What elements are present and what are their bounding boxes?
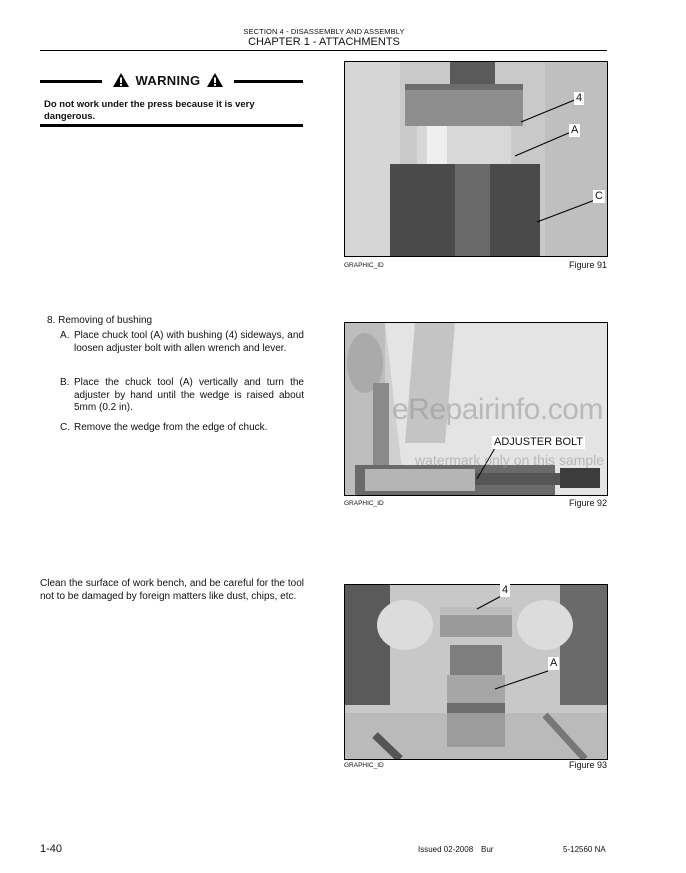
warning-text: Do not work under the press because it is very dangerous. (44, 99, 255, 122)
language-code: Bur (481, 845, 494, 854)
figure-91-photo (344, 61, 608, 257)
watermark-sub: watermark only on this sample (415, 452, 605, 468)
warning-label: WARNING (135, 72, 201, 88)
clean-note: Clean the surface of work bench, and be careful for the tool not to be damaged by foreign matters like dust, chips, etc. (40, 578, 304, 602)
chapter-header: CHAPTER 1 - ATTACHMENTS (248, 36, 400, 48)
watermark-main: eRepairinfo.com (392, 393, 603, 426)
figure-93-photo (344, 584, 608, 760)
callout-a: A (550, 657, 558, 669)
warning-rule-bottom (40, 124, 303, 127)
callout-c: C (595, 190, 603, 202)
graphic-id: GRAPHIC_ID (344, 500, 384, 507)
callout-a: A (571, 124, 579, 136)
page-number: 1-40 (40, 843, 63, 855)
step-heading: 8. Removing of bushing (47, 315, 153, 326)
step-letter: C. (60, 422, 70, 433)
warning-triangle-icon (112, 72, 130, 88)
figure-caption: Figure 91 (568, 260, 607, 270)
step-b-text: Place the chuck tool (A) vertically and turn the adjuster by hand until the wedge is raised about 5mm (0.2 in). (74, 377, 304, 413)
graphic-id: GRAPHIC_ID (344, 762, 384, 769)
callout-4: 4 (502, 584, 509, 596)
step-c-text: Remove the wedge from the edge of chuck. (74, 422, 268, 433)
figure-caption: Figure 93 (568, 760, 607, 770)
step-letter: A. (60, 330, 70, 341)
graphic-id: GRAPHIC_ID (344, 262, 384, 269)
document-number: 5-12560 NA (563, 845, 606, 854)
section-header: SECTION 4 - DISASSEMBLY AND ASSEMBLY (243, 27, 405, 36)
callout-adjuster-bolt: ADJUSTER BOLT (494, 436, 584, 448)
callout-4: 4 (576, 92, 583, 104)
warning-triangle-icon (206, 72, 224, 88)
step-letter: B. (60, 377, 70, 388)
header-rule (40, 50, 607, 51)
step-a-text: Place chuck tool (A) with bushing (4) sideways, and loosen adjuster bolt with allen wrench and lever. (74, 330, 304, 354)
issue-date: Issued 02-2008 (418, 845, 474, 854)
warning-title (102, 70, 234, 90)
figure-caption: Figure 92 (568, 498, 607, 508)
